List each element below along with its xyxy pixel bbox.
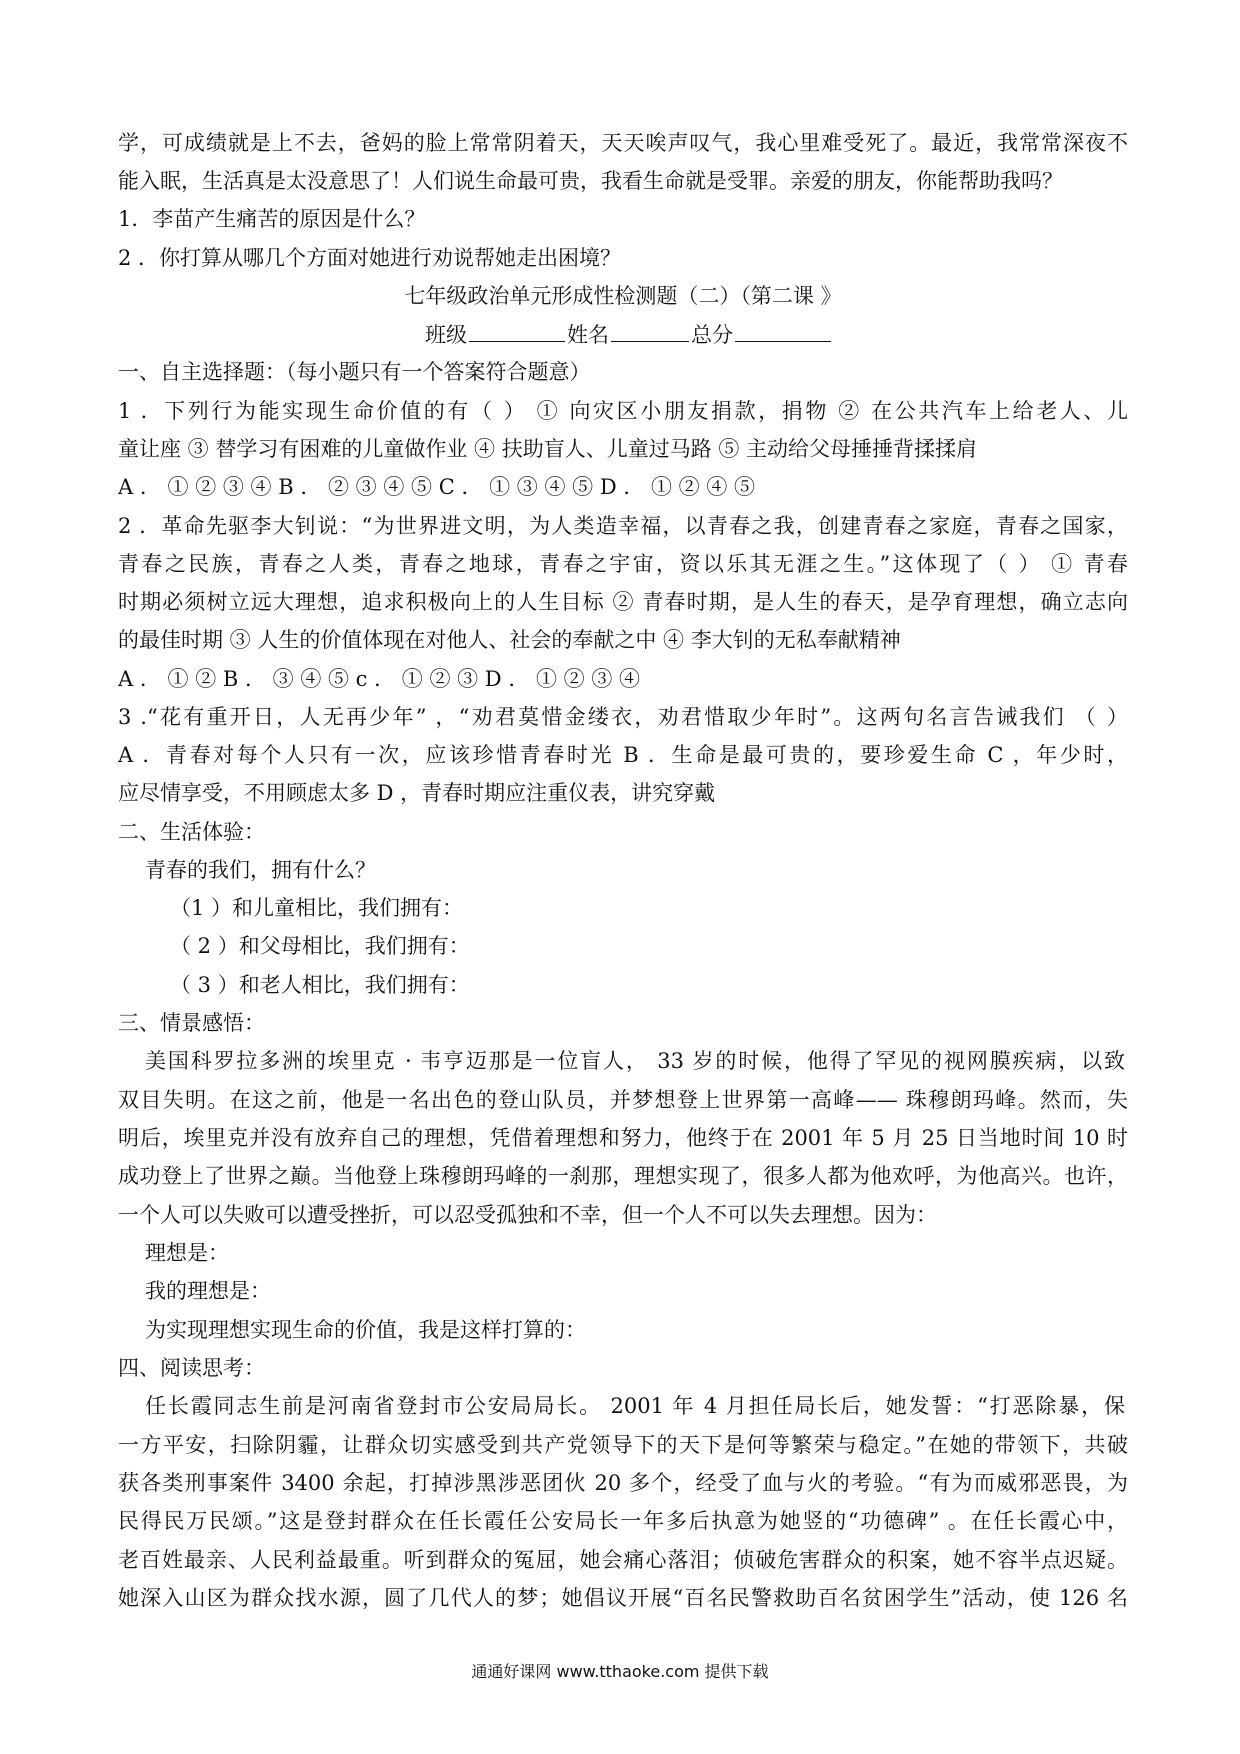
exam-title-text: 七年级政治单元形成性检测题（二）（第二课 》 [404,284,842,308]
text-line: 3 .“花有重开日，人无再少年” ，“劝君莫惜金缕衣，劝君惜取少年时”。这两句名言告诫我们 （ ） [118,705,1128,729]
text-line: 一、自主选择题：（每小题只有一个答案符合题意） [118,360,591,384]
text-line: 美国科罗拉多洲的埃里克 · 韦亨迈那是一位盲人， 33 岁的时候，他得了罕见的视网膜疾病，以致 [145,1049,1125,1073]
text-line: 双目失明。在这之前，他是一名出色的登山队员，并梦想登上世界第一高峰—— 珠穆朗玛峰。然而，失 [118,1088,1128,1112]
text-line: A ． ① ② ③ ④ B ． ② ③ ④ ⑤ C ． ① ③ ④ ⑤ D ． ① ② ④ ⑤ [118,475,756,499]
text-line: （ 2 ）和父母相比，我们拥有： [170,934,470,958]
text-line: 应尽情享受，不用顾虑太多 D ，青春时期应注重仪表，讲究穿戴 [118,781,716,805]
footer-text: 通通好课网 www.tthaoke.com 提供下载 [471,1662,769,1681]
page-footer [0,1660,1240,1684]
text-line: 为实现理想实现生命的价值，我是这样打算的： [145,1318,586,1342]
score-blank[interactable] [735,319,831,342]
text-line: 2 ．你打算从哪几个方面对她进行劝说帮她走出困境？ [118,246,622,270]
text-line: 理想是： [145,1241,229,1265]
class-label: 班级 [425,323,467,347]
score-label: 总分 [691,323,733,347]
name-blank[interactable] [611,319,689,342]
text-line: 童让座 ③ 替学习有困难的儿童做作业 ④ 扶助盲人、儿童过马路 ⑤ 主动给父母捶捶背揉揉肩 [118,437,978,461]
text-line: （1 ）和儿童相比，我们拥有： [170,896,464,920]
text-line: 能入眠，生活真是太没意思了！人们说生命最可贵，我看生命就是受罪。亲爱的朋友，你能帮助我吗？ [118,169,1063,193]
text-line: 1 ．下列行为能实现生命价值的有（ ） ① 向灾区小朋友捐款，捐物 ② 在公共汽车上给老人、儿 [118,399,1128,423]
exam-title [118,281,1128,311]
exam-info-line [118,319,1134,350]
text-line: 任长霞同志生前是河南省登封市公安局局长。 2001 年 4 月担任局长后，她发誓：“打恶除暴，保 [145,1394,1125,1418]
text-line: 三、情景感悟： [118,1011,265,1035]
text-line: 1．李苗产生痛苦的原因是什么？ [118,207,426,231]
text-line: （ 3 ）和老人相比，我们拥有： [170,973,470,997]
text-line: 我的理想是： [145,1279,271,1303]
text-line: 的最佳时期 ③ 人生的价值体现在对他人、社会的奉献之中 ④ 李大钊的无私奉献精神 [118,628,901,652]
text-line: 青春的我们，拥有什么？ [145,858,376,882]
name-label: 姓名 [567,323,609,347]
text-line: 成功登上了世界之巅。当他登上珠穆朗玛峰的一刹那，理想实现了，很多人都为他欢呼，为他高兴。也许， [118,1164,1128,1188]
text-line: A ．青春对每个人只有一次，应该珍惜青春时光 B ．生命是最可贵的，要珍爱生命 C ，年少时， [118,743,1128,767]
class-blank[interactable] [469,319,565,342]
text-line: 2 ．革命先驱李大钊说：“为世界进文明，为人类造幸福，以青春之我，创建青春之家庭，青春之国家， [118,514,1128,538]
text-line: 二、生活体验： [118,820,265,844]
text-line: 一方平安，扫除阴霾，让群众切实感受到共产党领导下的天下是何等繁荣与稳定。”在她的带领下，共破 [118,1433,1128,1457]
text-line: 民得民万民颂。”这是登封群众在任长霞任公安局长一年多后执意为她竖的“功德碑” 。在任长霞心中， [118,1509,1128,1533]
text-line: 学，可成绩就是上不去，爸妈的脸上常常阴着天，天天唉声叹气，我心里难受死了。最近，我常常深夜不 [118,131,1128,155]
text-line: 她深入山区为群众找水源，圆了几代人的梦；她倡议开展“百名民警救助百名贫困学生”活动，使 126 名 [118,1586,1128,1610]
text-line: 时期必须树立远大理想，追求积极向上的人生目标 ② 青春时期，是人生的春天，是孕育理想，确立志向 [118,590,1128,614]
text-line: 明后，埃里克并没有放弃自己的理想，凭借着理想和努力，他终于在 2001 年 5 月 25 日当地时间 10 时 [118,1126,1128,1150]
text-line: 一个人可以失败可以遭受挫折，可以忍受孤独和不幸，但一个人不可以失去理想。因为： [118,1203,937,1227]
text-line: A ． ① ② B ． ③ ④ ⑤ c ． ① ② ③ D ． ① ② ③ ④ [118,667,641,691]
text-line: 青春之民族，青春之人类，青春之地球，青春之宇宙，资以乐其无涯之生。”这体现了（ ） ① 青春 [118,552,1128,576]
text-line: 老百姓最亲、人民利益最重。听到群众的冤屈，她会痛心落泪；侦破危害群众的积案，她不容半点迟疑。 [118,1548,1128,1572]
text-line: 获各类刑事案件 3400 余起，打掉涉黑涉恶团伙 20 多个，经受了血与火的考验。“有为而威邪恶畏，为 [118,1471,1128,1495]
text-line: 四、阅读思考： [118,1356,265,1380]
